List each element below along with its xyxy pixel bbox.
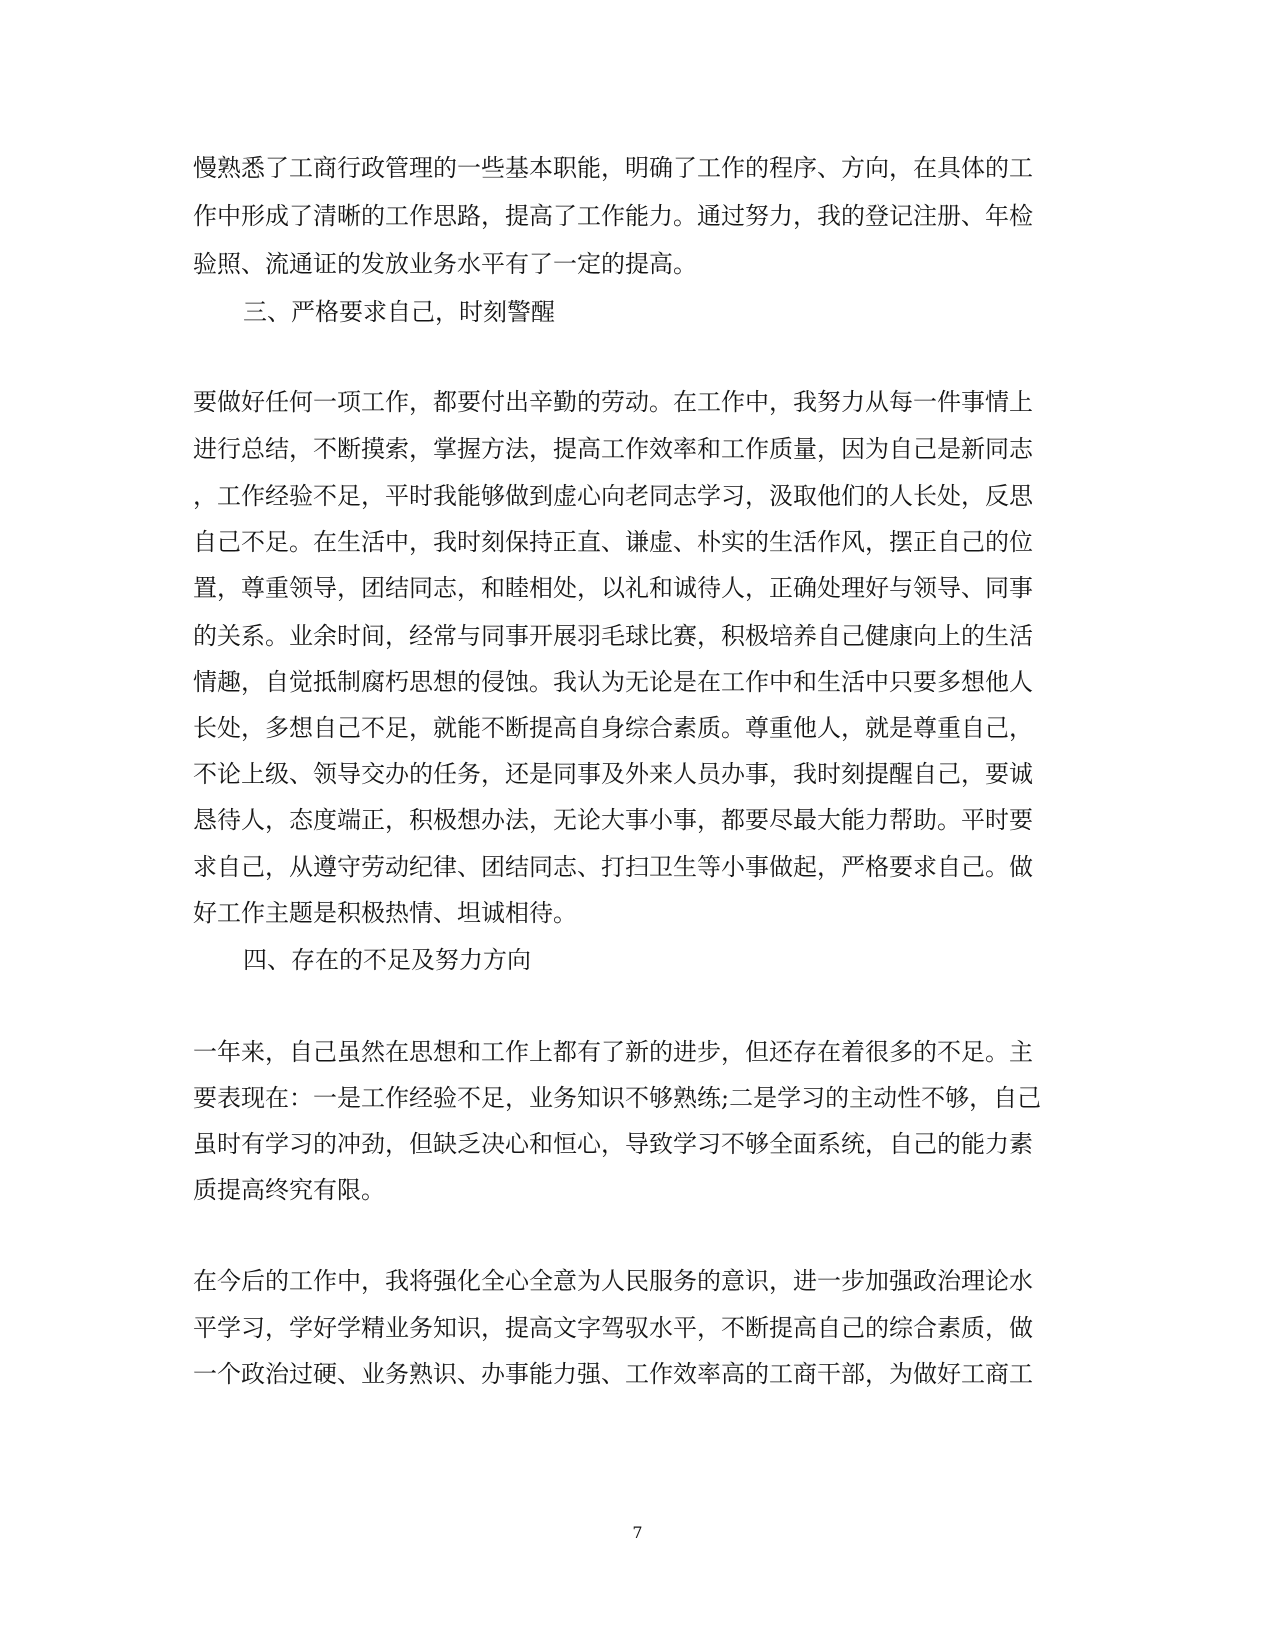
text-line: 平学习，学好学精业务知识，提高文字驾驭水平，不断提高自己的综合素质，做 [193,1314,1033,1342]
text-line: 作中形成了清晰的工作思路，提高了工作能力。通过努力，我的登记注册、年检 [193,202,1033,230]
text-line: 进行总结，不断摸索，掌握方法，提高工作效率和工作质量，因为自己是新同志 [193,435,1033,463]
text-line: 慢熟悉了工商行政管理的一些基本职能，明确了工作的程序、方向，在具体的工 [193,154,1033,182]
text-line: 情趣，自觉抵制腐朽思想的侵蚀。我认为无论是在工作中和生活中只要多想他人 [193,668,1033,696]
text-line: 恳待人，态度端正，积极想办法，无论大事小事，都要尽最大能力帮助。平时要 [193,806,1033,834]
section-heading: 四、存在的不足及努力方向 [243,946,531,974]
text-line: 一年来，自己虽然在思想和工作上都有了新的进步，但还存在着很多的不足。主 [193,1038,1033,1066]
text-line: 质提高终究有限。 [193,1176,385,1204]
text-line: 求自己，从遵守劳动纪律、团结同志、打扫卫生等小事做起，严格要求自己。做 [193,853,1033,881]
text-line: 的关系。业余时间，经常与同事开展羽毛球比赛，积极培养自己健康向上的生活 [193,622,1033,650]
text-line: 置，尊重领导，团结同志，和睦相处，以礼和诚待人，正确处理好与领导、同事 [193,574,1033,602]
text-line: 虽时有学习的冲劲，但缺乏决心和恒心，导致学习不够全面系统，自己的能力素 [193,1130,1033,1158]
page-number: 7 [632,1523,643,1542]
text-line: 一个政治过硬、业务熟识、办事能力强、工作效率高的工商干部，为做好工商工 [193,1360,1033,1388]
text-line: 好工作主题是积极热情、坦诚相待。 [193,899,577,927]
section-heading: 三、严格要求自己，时刻警醒 [243,298,555,326]
text-line: 自己不足。在生活中，我时刻保持正直、谦虚、朴实的生活作风，摆正自己的位 [193,528,1033,556]
text-line: 要做好任何一项工作，都要付出辛勤的劳动。在工作中，我努力从每一件事情上 [193,388,1033,416]
text-line: 要表现在：一是工作经验不足，业务知识不够熟练;二是学习的主动性不够，自己 [193,1084,1042,1112]
text-line: ，工作经验不足，平时我能够做到虚心向老同志学习，汲取他们的人长处，反思 [193,482,1033,510]
text-line: 在今后的工作中，我将强化全心全意为人民服务的意识，进一步加强政治理论水 [193,1267,1033,1295]
text-line: 不论上级、领导交办的任务，还是同事及外来人员办事，我时刻提醒自己，要诚 [193,760,1033,788]
text-line: 验照、流通证的发放业务水平有了一定的提高。 [193,250,697,278]
text-line: 长处，多想自己不足，就能不断提高自身综合素质。尊重他人，就是尊重自己， [193,714,1033,742]
